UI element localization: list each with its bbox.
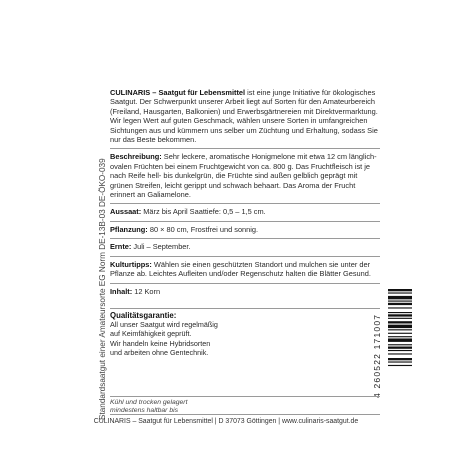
barcode-bar — [388, 292, 412, 293]
content-amount-section — [110, 283, 380, 296]
barcode-bar — [388, 344, 412, 345]
barcode-bar — [388, 361, 412, 362]
barcode-bar — [388, 289, 412, 291]
footer-address: CULINARIS – Saatgut für Lebensmittel | D 37073 Göttingen | www.culinaris-saatgut.de — [93, 418, 359, 425]
planting-text: 80 × 80 cm, Frostfrei und sonnig. — [147, 224, 259, 234]
harvest-label: Ernte: — [110, 242, 132, 252]
barcode-bar — [388, 329, 412, 330]
barcode-bar — [388, 347, 412, 349]
sowing-label: Aussaat: — [110, 207, 142, 217]
sowing-section — [110, 203, 380, 216]
description-section — [110, 148, 380, 199]
divider-footer — [110, 414, 380, 415]
description-label: Beschreibung: — [110, 152, 162, 162]
cultivation-tips-section — [110, 256, 380, 279]
description-text: Sehr leckere, aromatische Honigmelone mit etwa 12 cm länglich-ovalen Früchten bei einem Fruchtgewicht von ca. 800 g. Das Fruchtfleisch ist je nach Reife hell- bis dunkelgrün, die Früchte sind außen gelblich geprägt mit grünen Streifen, leicht gerippt und schwach behaart. Das Aroma der Frucht erinnert an Galiamelone. — [110, 152, 377, 200]
barcode-bar — [388, 307, 412, 308]
content-amount-label: Inhalt: — [110, 286, 133, 296]
barcode-bar — [388, 314, 412, 316]
divider-storage — [110, 396, 380, 397]
intro-text: ist eine junge Initiative für ökologisches Saatgut. Der Schwerpunkt unserer Arbeit liegt auf Sorten für den Amateurbereich (Freiland, Hausgarten, Balkonien) und Erwerbsgärtnereien mit Direktvermarktung. Wir legen Wert auf guten Geschmack, wählen unsere Sorten in umfangreichen Sichtungen aus und kümmern uns selber um Züchtung und Erhaltung, sodass Sie nur das Beste bekommen. — [110, 88, 378, 145]
barcode-bar — [388, 338, 412, 341]
storage-line: Kühl und trocken gelagert — [110, 399, 188, 406]
barcode-bar — [388, 296, 412, 299]
barcode-number: 4 260522 171007 — [372, 313, 382, 398]
side-certification-text: Standardsaatgut einer Amateursorte EG Norm DE-13B-03 DE-ÖKO-039 — [98, 158, 107, 420]
barcode-bar — [388, 318, 412, 319]
barcode-bar — [388, 350, 412, 351]
barcode-bar — [388, 365, 412, 366]
divider-guarantee — [110, 308, 380, 309]
barcode-bar — [388, 325, 412, 328]
brand-name: CULINARIS – Saatgut für Lebensmittel — [110, 88, 246, 97]
cultivation-tips-label: Kulturtipps: — [110, 259, 152, 269]
packet-content — [110, 88, 380, 296]
content-amount-text: 12 Korn — [132, 286, 161, 296]
barcode-bar — [388, 353, 412, 354]
intro-section — [110, 88, 380, 144]
barcode-bar — [388, 312, 412, 313]
barcode-bar — [388, 321, 412, 323]
sowing-text: März bis April Saattiefe: 0,5 – 1,5 cm. — [141, 207, 266, 217]
guarantee-title: Qualitätsgarantie: — [110, 311, 177, 320]
quality-guarantee — [110, 311, 280, 357]
barcode-bar — [388, 336, 412, 337]
barcode-bar — [388, 301, 412, 302]
harvest-section — [110, 238, 380, 251]
barcode — [388, 288, 412, 396]
planting-label: Pflanzung: — [110, 224, 148, 234]
barcode-bar — [388, 333, 412, 334]
guarantee-line: auf Keimfähigkeit geprüft. — [110, 329, 192, 339]
guarantee-line: und arbeiten ohne Gentechnik. — [110, 347, 209, 357]
guarantee-line: All unser Saatgut wird regelmäßig — [110, 320, 218, 330]
barcode-bar — [388, 303, 412, 305]
harvest-text: Juli – September. — [131, 242, 191, 252]
planting-section — [110, 221, 380, 234]
guarantee-line: Wir handeln keine Hybridsorten — [110, 338, 211, 348]
storage-line: mindestens haltbar bis — [110, 407, 179, 415]
cultivation-tips-text: Wählen sie einen geschützten Standort und mulchen sie unter der Pflanze ab. Leichtes Aufleiten und/oder Regenschutz halten die Blätter Gesund. — [110, 259, 371, 279]
barcode-bar — [388, 358, 412, 360]
